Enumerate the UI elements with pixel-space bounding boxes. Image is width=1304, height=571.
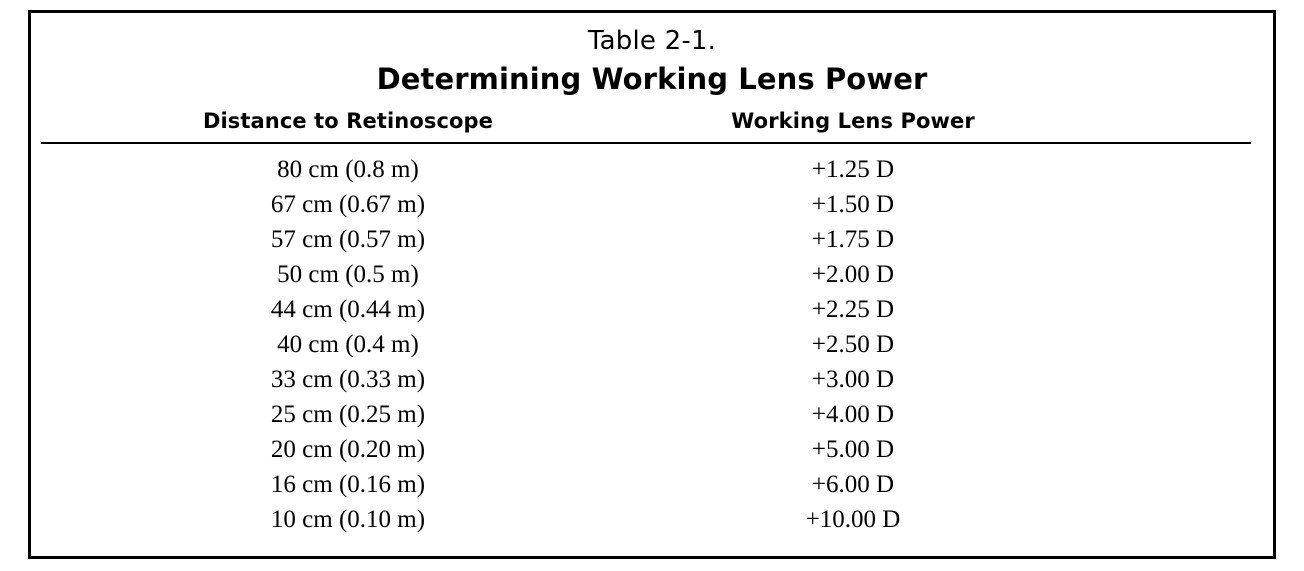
cell-distance: 50 cm (0.5 m)	[277, 260, 419, 288]
cell-distance: 67 cm (0.67 m)	[270, 190, 426, 218]
table-caption-number: Table 2-1.	[587, 26, 717, 56]
row-spacer	[1053, 187, 1273, 222]
cell-power: +4.00 D	[811, 400, 895, 428]
cell-distance: 10 cm (0.10 m)	[270, 505, 426, 533]
cell-distance: 20 cm (0.20 m)	[270, 435, 426, 463]
cell-power: +2.25 D	[811, 295, 895, 323]
cell-distance: 25 cm (0.25 m)	[270, 400, 426, 428]
row-spacer	[1053, 257, 1273, 292]
cell-distance: 57 cm (0.57 m)	[270, 225, 426, 253]
cell-power: +5.00 D	[811, 435, 895, 463]
row-spacer	[1053, 362, 1273, 397]
cell-power: +2.50 D	[811, 330, 895, 358]
cell-distance: 44 cm (0.44 m)	[270, 295, 426, 323]
cell-power: +1.50 D	[811, 190, 895, 218]
table-row	[31, 432, 1273, 467]
row-spacer	[1053, 292, 1273, 327]
row-spacer	[1053, 432, 1273, 467]
header-spacer	[1053, 109, 1273, 133]
row-spacer	[1053, 327, 1273, 362]
table-caption-title: Determining Working Lens Power	[376, 61, 928, 96]
cell-distance: 80 cm (0.8 m)	[277, 155, 419, 183]
cell-power: +6.00 D	[811, 470, 895, 498]
cell-distance: 16 cm (0.16 m)	[270, 470, 426, 498]
cell-power: +3.00 D	[811, 365, 895, 393]
table-row	[31, 362, 1273, 397]
cell-power: +1.75 D	[811, 225, 895, 253]
row-spacer	[1053, 222, 1273, 257]
cell-power: +2.00 D	[811, 260, 895, 288]
header-divider	[41, 142, 1251, 144]
row-spacer	[1053, 152, 1273, 187]
table-body	[31, 152, 1273, 537]
row-spacer	[1053, 467, 1273, 502]
row-spacer	[1053, 397, 1273, 432]
cell-power: +10.00 D	[805, 505, 901, 533]
table-row	[31, 187, 1273, 222]
table-row	[31, 397, 1273, 432]
table-row	[31, 257, 1273, 292]
table-row	[31, 327, 1273, 362]
cell-power: +1.25 D	[811, 155, 895, 183]
table-row	[31, 152, 1273, 187]
table-container	[28, 10, 1276, 559]
table-row	[31, 292, 1273, 327]
table-row	[31, 467, 1273, 502]
column-header-power: Working Lens Power	[731, 108, 975, 133]
table-header-row	[31, 109, 1273, 133]
table-row	[31, 502, 1273, 537]
cell-distance: 33 cm (0.33 m)	[270, 365, 426, 393]
cell-distance: 40 cm (0.4 m)	[277, 330, 419, 358]
row-spacer	[1053, 502, 1273, 537]
column-header-distance: Distance to Retinoscope	[202, 108, 494, 133]
table-row	[31, 222, 1273, 257]
